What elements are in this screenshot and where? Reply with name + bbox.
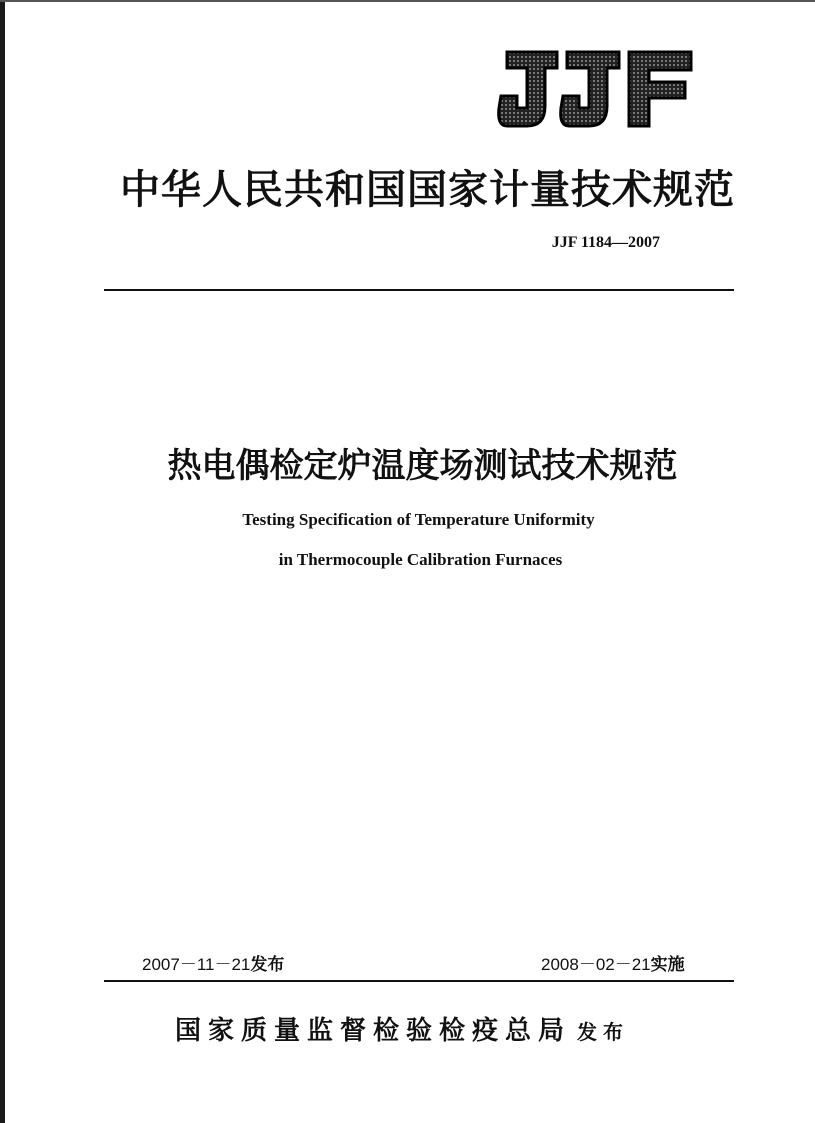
scan-top-edge: [0, 0, 815, 2]
jjf-logo: [497, 48, 693, 130]
implementation-date-verb: 实施: [650, 955, 685, 975]
issue-date: [142, 950, 284, 975]
publisher-name: 国家质量监督检验检疫总局: [175, 1016, 572, 1046]
publisher: [175, 1010, 629, 1047]
document-title-chinese: 热电偶检定炉温度场测试技术规范: [167, 446, 678, 486]
document-title-english-line2: in Thermocouple Calibration Furnaces: [278, 550, 563, 569]
implementation-date: [541, 950, 685, 975]
scan-left-edge: [0, 0, 5, 1123]
issue-date-value: 2007－11－21: [142, 955, 251, 974]
implementation-date-value: 2008－02－21: [541, 955, 651, 974]
document-title-english-line1: Testing Specification of Temperature Uniformity: [242, 510, 595, 529]
header-divider: [104, 289, 734, 291]
issue-date-verb: 发布: [250, 955, 285, 975]
footer-divider: [104, 980, 734, 982]
document-number: JJF 1184—2007: [551, 234, 660, 251]
standard-series-title: 中华人民共和国国家计量技术规范: [120, 166, 735, 213]
publish-verb: 发布: [577, 1020, 630, 1044]
